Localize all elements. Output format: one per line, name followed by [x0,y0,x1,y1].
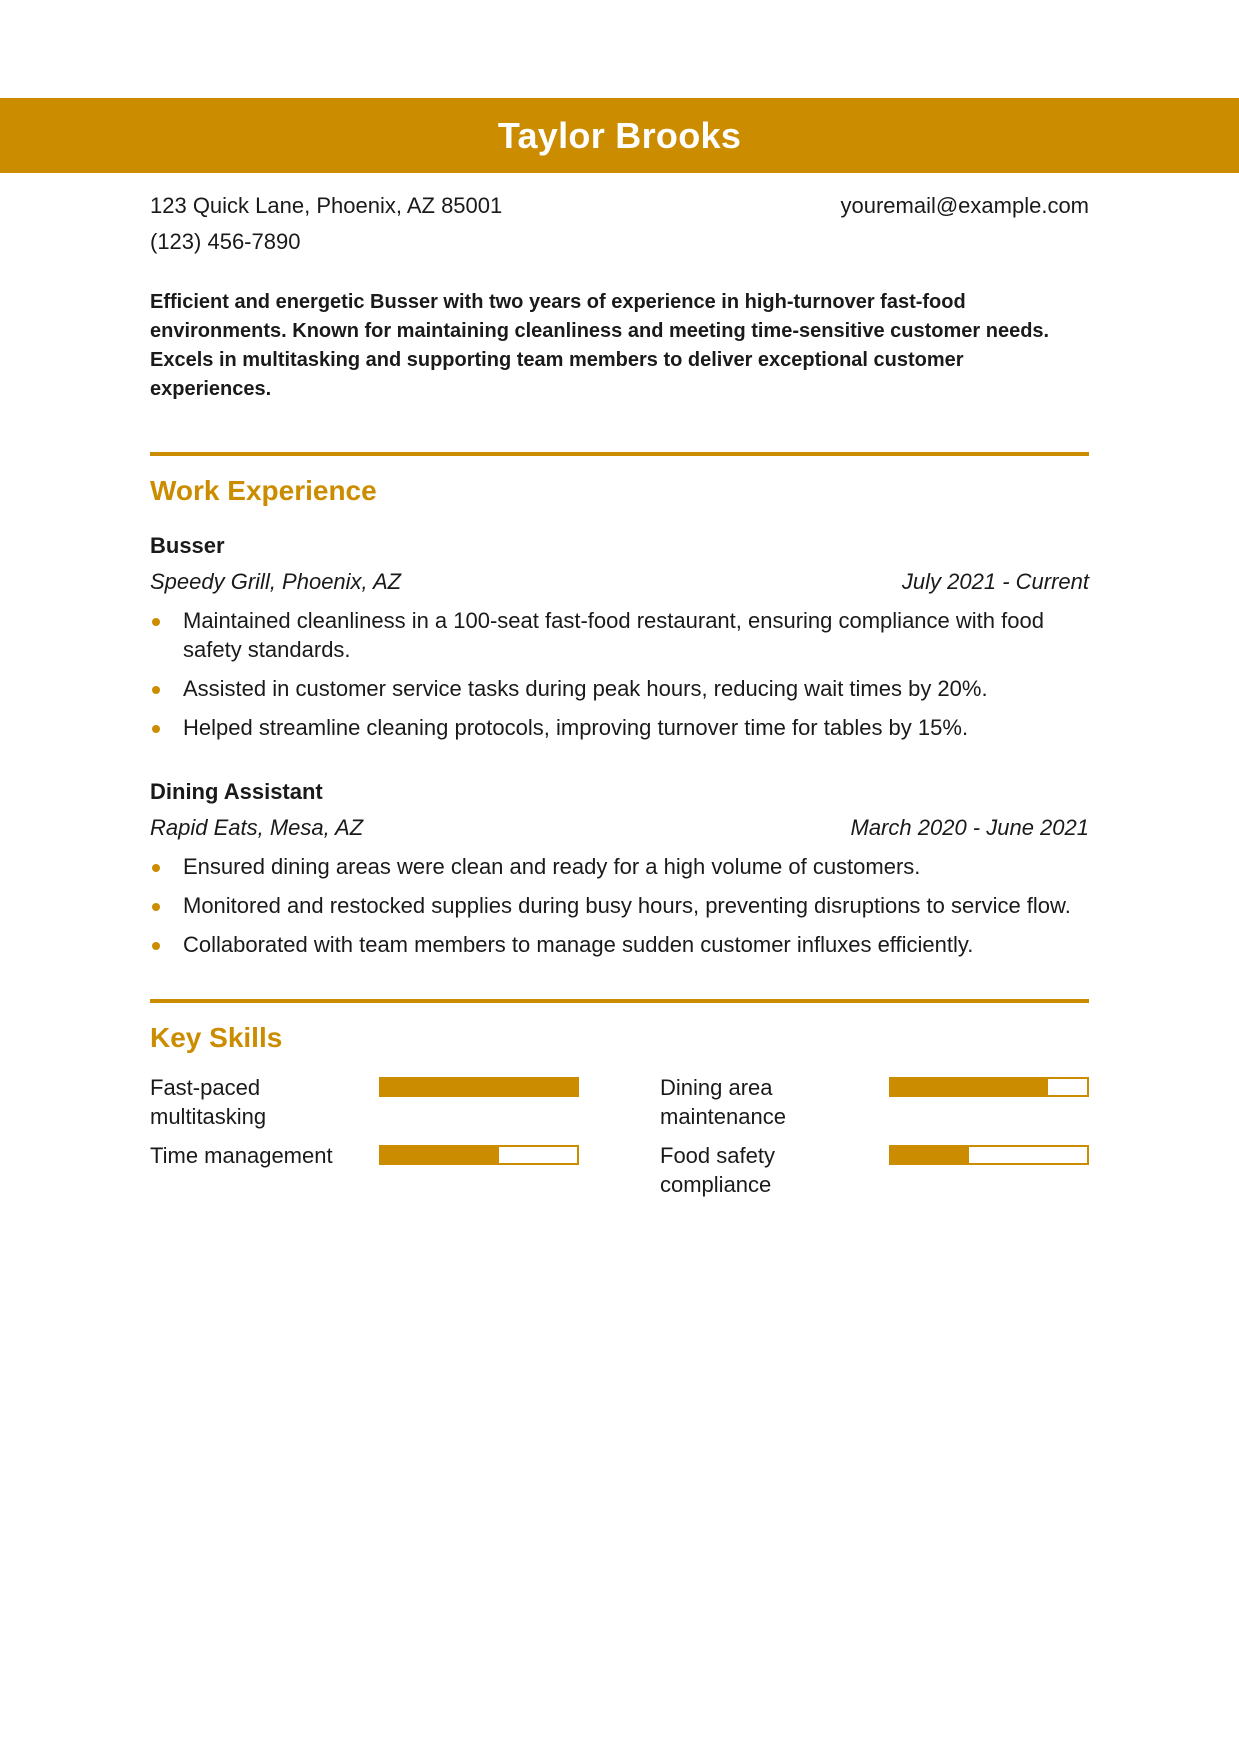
key-skills-heading: Key Skills [150,1022,283,1053]
contact-row-1 [150,190,1089,222]
skill-item [660,1073,1089,1131]
skill-item [150,1073,579,1131]
job-bullets [150,852,1089,959]
contact-phone: (123) 456-7890 [150,229,301,254]
job-dates: March 2020 - June 2021 [850,815,1089,840]
skill-level-bar [379,1145,579,1165]
job-company: Rapid Eats, Mesa, AZ [150,815,364,840]
skill-label: Time management [150,1143,333,1168]
skill-label: Dining area maintenance [660,1075,786,1129]
skills-grid [150,1073,1089,1199]
job-entry [150,530,1089,742]
name-banner [0,98,1239,173]
skill-level-bar [889,1145,1089,1165]
section-divider [150,452,1089,456]
skill-item [660,1141,1089,1199]
skill-label: Fast-paced multitasking [150,1075,267,1129]
job-bullet: Ensured dining areas were clean and ready for a high volume of customers. [150,852,1089,881]
job-meta [150,812,1089,844]
job-dates: July 2021 - Current [901,569,1089,594]
skill-item [150,1141,579,1199]
job-company: Speedy Grill, Phoenix, AZ [150,569,402,594]
contact-email: youremail@example.com [840,193,1089,218]
skill-level-fill [891,1147,969,1163]
resume-body [150,190,1089,1199]
job-bullet: Assisted in customer service tasks during peak hours, reducing wait times by 20%. [150,674,1089,703]
job-title: Dining Assistant [150,779,323,804]
skill-level-bar [889,1077,1089,1097]
skill-label: Food safety compliance [660,1143,775,1197]
job-bullet: Maintained cleanliness in a 100-seat fast-food restaurant, ensuring compliance with food safety standards. [150,606,1089,664]
job-bullet: Helped streamline cleaning protocols, improving turnover time for tables by 15%. [150,713,1089,742]
contact-address: 123 Quick Lane, Phoenix, AZ 85001 [150,193,503,218]
work-experience-heading: Work Experience [150,475,377,506]
job-bullets [150,606,1089,742]
skill-level-fill [891,1079,1048,1095]
job-title: Busser [150,533,225,558]
job-bullet: Monitored and restocked supplies during busy hours, preventing disruptions to service flow. [150,891,1089,920]
contact-row-2 [150,226,1089,258]
job-entry [150,776,1089,959]
job-bullet: Collaborated with team members to manage sudden customer influxes efficiently. [150,930,1089,959]
section-divider [150,999,1089,1003]
candidate-name: Taylor Brooks [497,114,742,156]
skill-level-fill [381,1147,499,1163]
professional-summary: Efficient and energetic Busser with two years of experience in high-turnover fast-food environments. Known for maintaining cleanliness and meeting time-sensitive customer needs. Excels in multitasking and supporting team members to deliver exceptional customer experiences. [150,291,1050,400]
skill-level-fill [381,1079,577,1095]
job-meta [150,566,1089,598]
skill-level-bar [379,1077,579,1097]
